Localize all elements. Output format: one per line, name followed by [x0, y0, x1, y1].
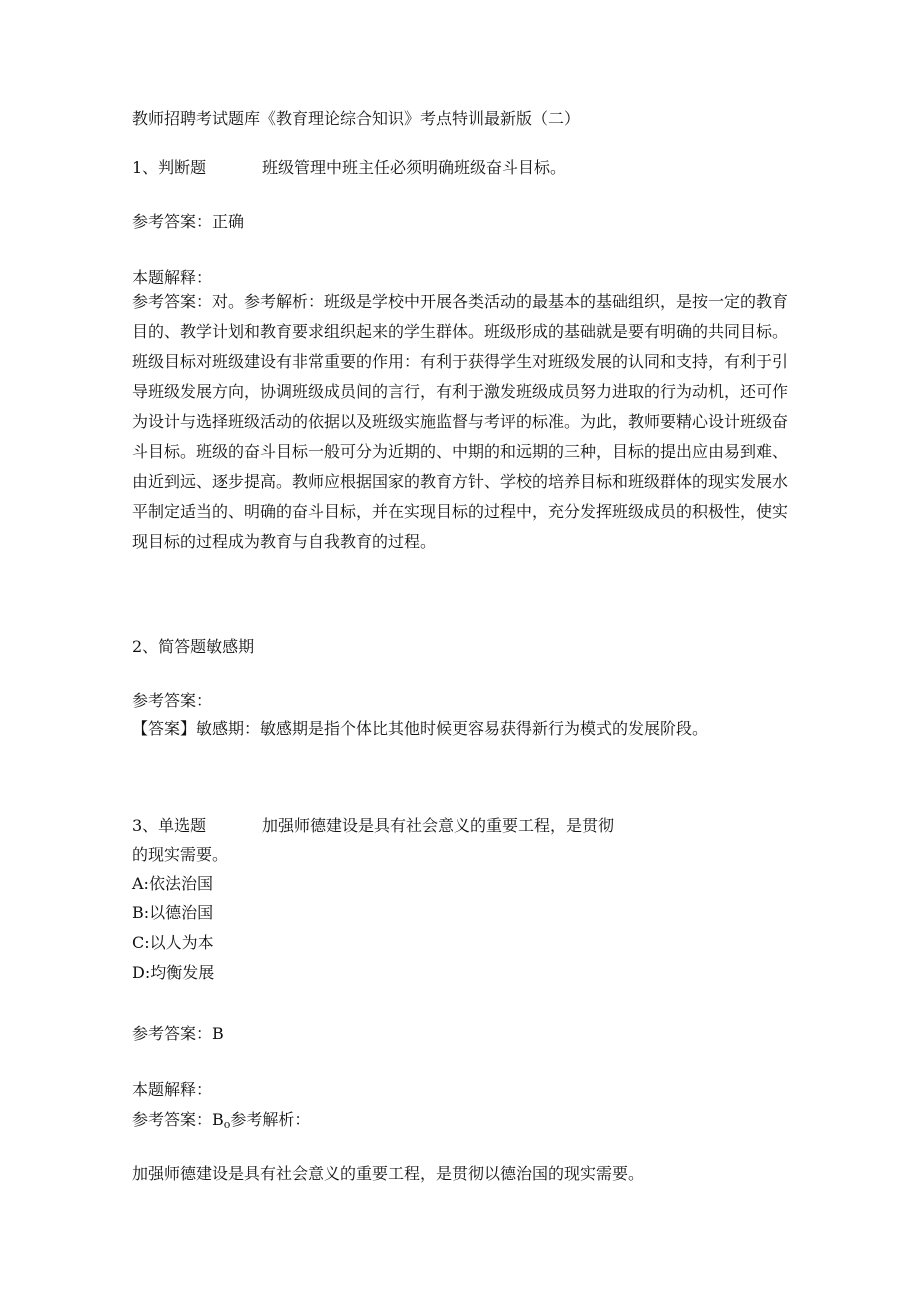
question-1-explanation: 参考答案：对。参考解析：班级是学校中开展各类活动的最基本的基础组织，是按一定的教育目的、教学计划和教育要求组织起来的学生群体。班级形成的基础就是要有明确的共同目标。班级目标对班级建设有非常重要的作用：有利于获得学生对班级发展的认同和支持，有利于引导班级发展方向，协调班级成员间的言行，有利于激发班级成员努力进取的行为动机，还可作为设计与选择班级活动的依据以及班级实施监督与考评的标准。为此，教师要精心设计班级奋斗目标。班级的奋斗目标一般可分为近期的、中期的和远期的三种，目标的提出应由易到难、由近到远、逐步提高。教师应根据国家的教育方针、学校的培养目标和班级群体的现实发展水平制定适当的、明确的奋斗目标，并在实现目标的过程中，充分发挥班级成员的积极性，使实现目标的过程成为教育与自我教育的过程。 — [132, 292, 789, 551]
question-3-explain-intro — [132, 1110, 310, 1135]
question-3-explain-sub: o — [223, 1118, 231, 1131]
question-2-answer-label: 参考答案： — [132, 691, 213, 710]
question-2-answer-text: 【答案】敏感期：敏感期是指个体比其他时候更容易获得新行为模式的发展阶段。 — [132, 719, 709, 738]
question-1-answer: 参考答案：正确 — [132, 212, 245, 231]
question-1-type: 1、判断题 — [132, 158, 207, 177]
question-2-title: 2、简答题敏感期 — [132, 637, 255, 656]
question-3-explain-label: 本题解释： — [132, 1080, 213, 1099]
question-1-explain-label: 本题解释： — [132, 268, 213, 287]
question-3-text-continued: 的现实需要。 — [132, 845, 229, 864]
question-3-option-a: A:依法治国 — [132, 874, 213, 893]
question-3-option-c: C:以人为本 — [132, 933, 214, 952]
question-3-explain-suffix: 参考解析： — [230, 1110, 311, 1129]
question-1-header — [132, 158, 567, 178]
question-3-option-b: B:以德治国 — [132, 903, 214, 922]
question-3-type: 3、单选题 — [132, 816, 207, 835]
question-3-explain-prefix: 参考答案：B — [132, 1110, 224, 1129]
question-1-text: 班级管理中班主任必须明确班级奋斗目标。 — [262, 158, 567, 177]
document-title: 教师招聘考试题库《教育理论综合知识》考点特训最新版（二） — [132, 109, 581, 128]
question-3-explanation: 加强师德建设是具有社会意义的重要工程，是贯彻以德治国的现实需要。 — [132, 1164, 645, 1183]
question-3-text: 加强师德建设是具有社会意义的重要工程，是贯彻 — [262, 816, 615, 835]
question-3-header — [132, 816, 615, 836]
question-3-option-d: D:均衡发展 — [132, 963, 215, 982]
question-3-answer: 参考答案：B — [132, 1024, 224, 1043]
